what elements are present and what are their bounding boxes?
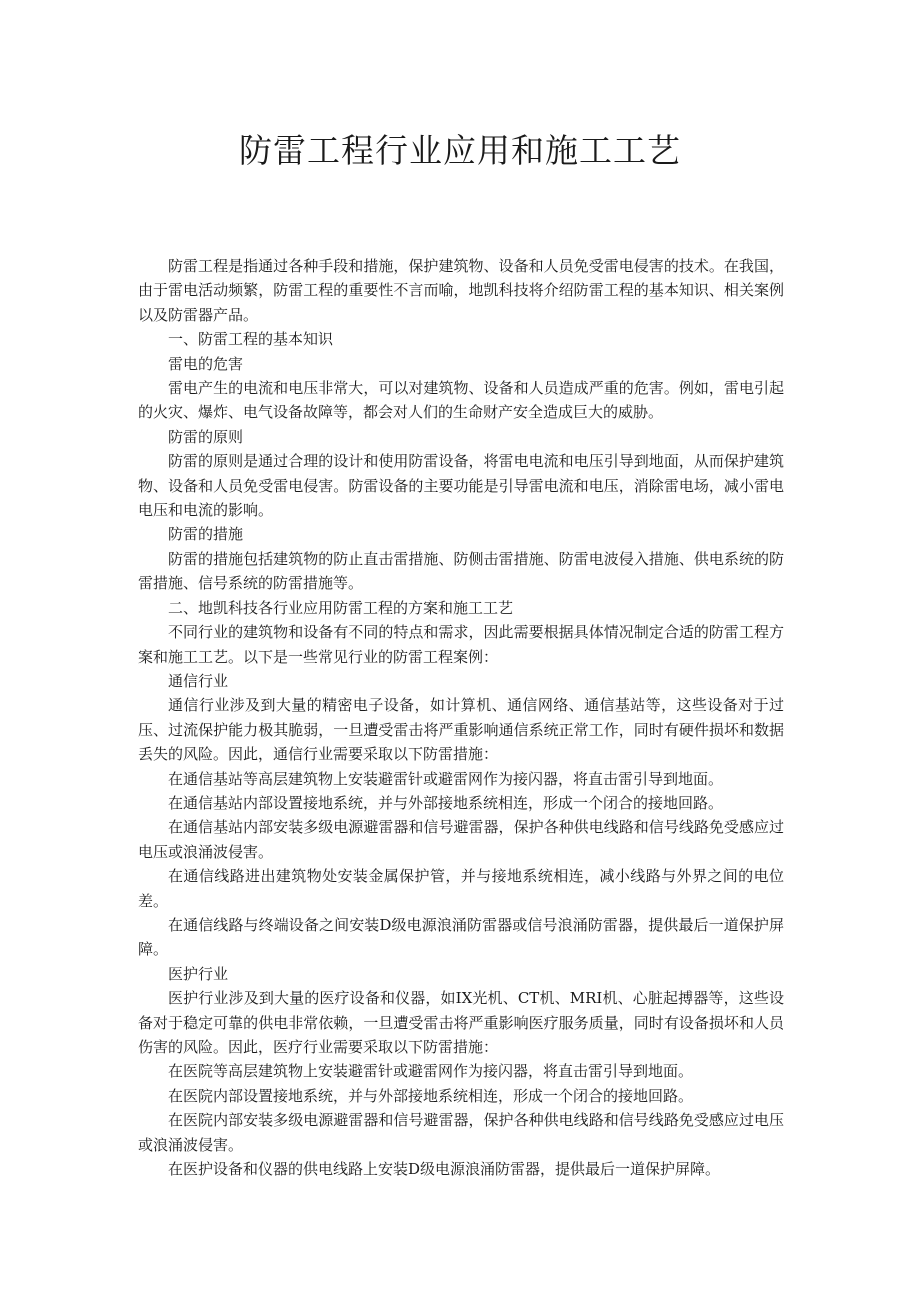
list-item: 在通信线路与终端设备之间安装D级电源浪涌防雷器或信号浪涌防雷器，提供最后一道保护屏障。 [138,915,784,959]
measures-title: 防雷的措施 [168,525,244,544]
intro-paragraph [138,254,784,327]
measures-paragraph: 防雷的措施包括建筑物的防止直击雷措施、防侧击雷措施、防雷电波侵入措施、供电系统的防雷措施、信号系统的防雷措施等。 [138,549,784,593]
principle-title: 防雷的原则 [168,427,244,446]
list-item: 在通信线路进出建筑物处安装金属保护管，并与接地系统相连，减小线路与外界之间的电位差。 [138,867,784,910]
document-body [138,254,784,1181]
medical-heading: 医护行业 [168,964,229,983]
list-item: 在通信基站等高层建筑物上安装避雷针或避雷网作为接闪器，将直击雷引导到地面。 [168,769,724,788]
hazard-paragraph: 雷电产生的电流和电压非常大，可以对建筑物、设备和人员造成严重的危害。例如，雷电引起的火灾、爆炸、电气设备故障等，都会对人们的生命财产安全造成巨大的威胁。 [138,379,784,422]
list-item: 在医护设备和仪器的供电线路上安装D级电源浪涌防雷器，提供最后一道保护屏障。 [168,1160,721,1179]
telecom-paragraph: 通信行业涉及到大量的精密电子设备，如计算机、通信网络、通信基站等，这些设备对于过压、过流保护能力极其脆弱，一旦遭受雷击将严重影响通信系统正常工作，同时有硬件损坏和数据丢失的风险。因此，通信行业需要采取以下防雷措施： [138,696,784,764]
list-item: 在通信基站内部安装多级电源避雷器和信号避雷器，保护各种供电线路和信号线路免受感应过电压或浪涌波侵害。 [138,818,784,861]
principle-paragraph: 防雷的原则是通过合理的设计和使用防雷设备，将雷电电流和电压引导到地面，从而保护建筑物、设备和人员免受雷电侵害。防雷设备的主要功能是引导雷电流和电压，消除雷电场，减小雷电电压和电流的影响。 [138,452,784,520]
list-item: 在通信基站内部设置接地系统，并与外部接地系统相连，形成一个闭合的接地回路。 [168,793,724,812]
list-item: 在医院等高层建筑物上安装避雷针或避雷网作为接闪器，将直击雷引导到地面。 [168,1062,694,1081]
medical-paragraph: 医护行业涉及到大量的医疗设备和仪器，如IX光机、CT机、MRI机、心脏起搏器等，这些设备对于稳定可靠的供电非常依赖，一旦遭受雷击将严重影响医疗服务质量，同时有设备损坏和人员伤害的风险。因此，医疗行业需要采取以下防雷措施： [138,989,784,1056]
section2-heading: 二、地凯科技各行业应用防雷工程的方案和施工工艺 [168,598,514,617]
section2-intro: 不同行业的建筑物和设备有不同的特点和需求，因此需要根据具体情况制定合适的防雷工程方案和施工工艺。以下是一些常见行业的防雷工程案例： [138,623,784,666]
list-item: 在医院内部安装多级电源避雷器和信号避雷器，保护各种供电线路和信号线路免受感应过电压或浪涌波侵害。 [138,1111,784,1154]
section1-heading: 一、防雷工程的基本知识 [168,330,334,349]
intro-term: 防雷工程 [168,257,229,275]
document-title: 防雷工程行业应用和施工工艺 [239,131,681,170]
hazard-title: 雷电的危害 [168,354,244,373]
list-item: 在医院内部设置接地系统，并与外部接地系统相连，形成一个闭合的接地回路。 [168,1086,694,1105]
intro-text: 是指通过各种手段和措施，保护建筑物、设备和人员免受雷电侵害的技术。在我国，由于雷电活动频繁，防雷工程的重要性不言而喻，地凯科技将介绍防雷工程的基本知识、相关案例以及防雷器产品。 [138,257,784,324]
telecom-heading: 通信行业 [168,671,229,690]
